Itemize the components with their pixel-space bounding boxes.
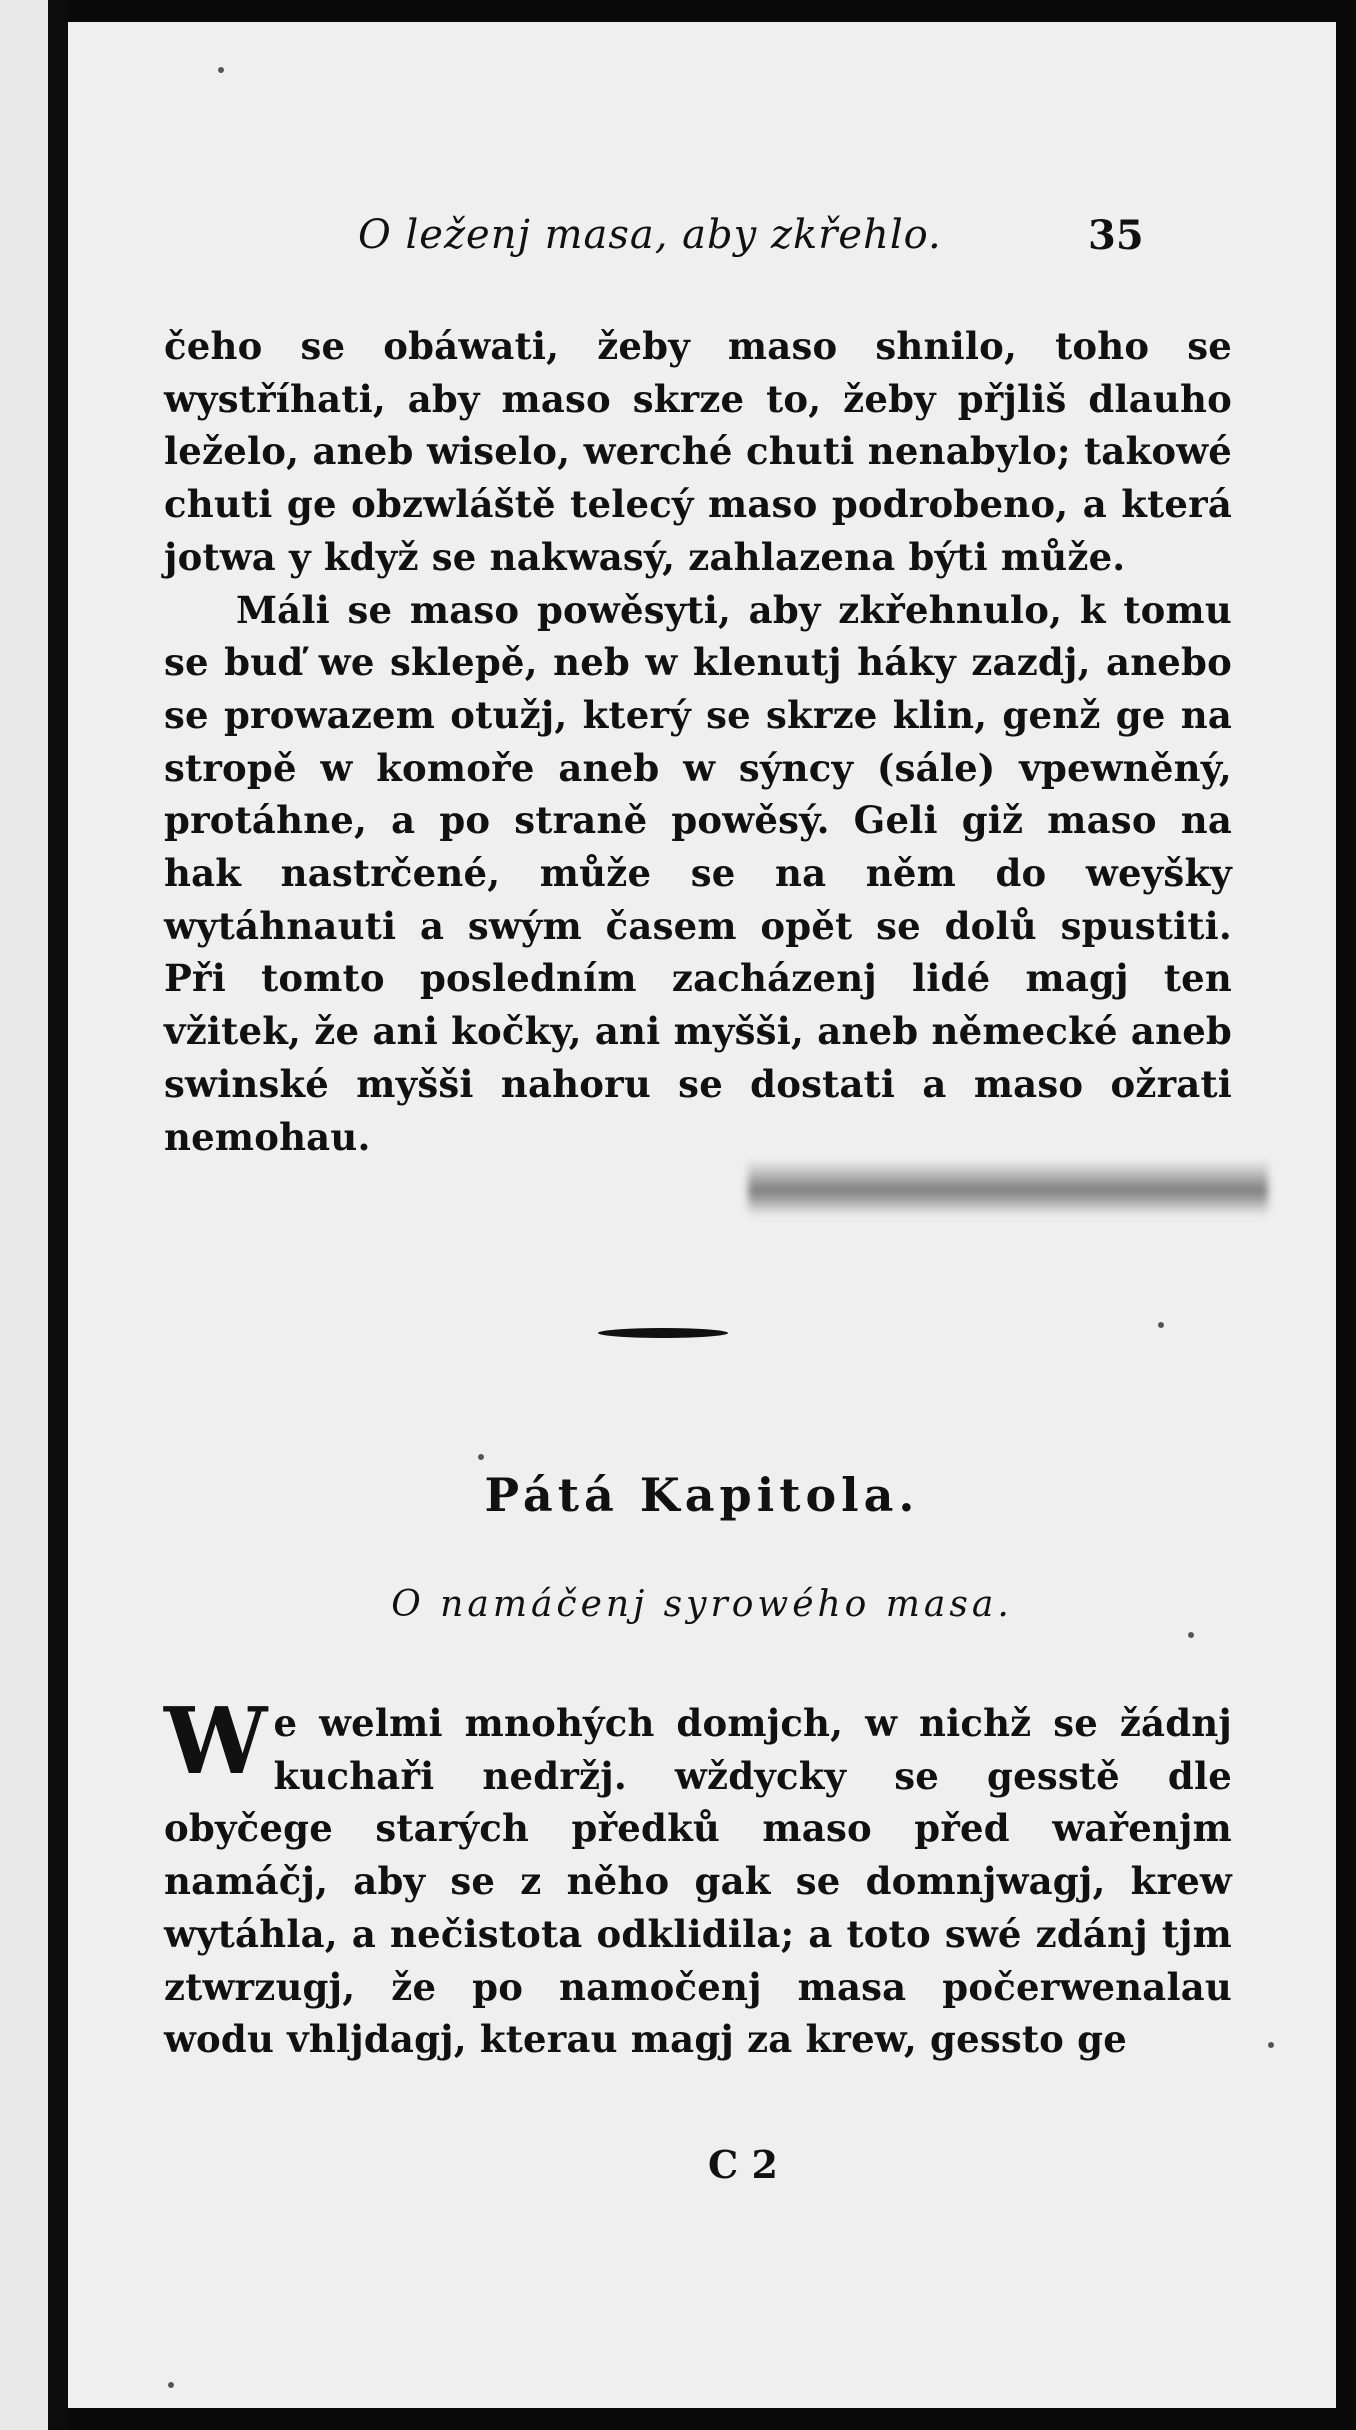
page — [68, 22, 1336, 2408]
signature-mark: C 2 — [708, 2142, 778, 2187]
chapter-title: Pátá Kapitola. — [484, 1468, 920, 1522]
previous-page-edge — [0, 0, 48, 2430]
paper-speck — [478, 1454, 484, 1460]
paper-speck — [168, 2382, 174, 2388]
text-block-top — [164, 320, 1232, 1163]
running-title: O leženj masa, aby zkřehlo. — [358, 212, 942, 258]
paper-speck — [218, 67, 224, 73]
paper-speck — [1268, 2042, 1274, 2048]
drop-cap: W — [164, 1687, 268, 1795]
paper-speck — [1188, 1632, 1194, 1638]
chapter-paragraph: e welmi mnohých domjch, w nichž se žádnj kuchaři nedržj. wždycky se gesstě dle obyčege starých předků maso před wařenjm namáčj, aby se z něho gak se domnjwagj, krew wytáhla, a nečistota odklidila; a toto swé zdánj tjm ztwrzugj, že po namočenj masa počerwenalau wodu vhljdagj, kterau magj za krew, gesstо ge — [164, 1701, 1232, 2062]
chapter-subtitle: O namáčenj syrowého masa. — [391, 1584, 1013, 1625]
text-block-chapter — [164, 1687, 1232, 2066]
ink-smudge — [748, 1160, 1268, 1216]
paragraph-continued: čeho se obáwati, žeby maso shnilo, toho se wystříhati, aby maso skrze to, žeby přjliš dlauho leželo, aneb wiselo, werché chuti nenabylo; takowé chuti ge obzwláště telecý maso podrobeno, a která jotwa y když se nakwasý, zahlazena býti může. — [164, 324, 1232, 579]
paragraph-hanging-meat: Máli se maso powěsyti, aby zkřehnulo, k tomu se buď we sklepě, neb w klenutj háky zazdj, anebo se prowazem otužj, který se skrze klin, genž ge na stropě w komoře aneb w sýncy (sále) vpewněný, protáhne, a po straně powěsý. Geli giž maso na hak nastrčené, může se na něm do weyšky wytáhnauti a swým časem opět se dolů spustiti. Při tomto posledním zacházenj lidé magj ten vžitek, že ani kočky, ani myšši, aneb německé aneb swinské myšši nahoru se dostati a maso ožrati nemohau. — [164, 587, 1232, 1159]
page-number: 35 — [1088, 212, 1144, 259]
section-divider-rule — [598, 1328, 728, 1338]
book-binding-shadow — [48, 0, 68, 2430]
running-head — [68, 212, 1336, 282]
paper-speck — [1158, 1322, 1164, 1328]
